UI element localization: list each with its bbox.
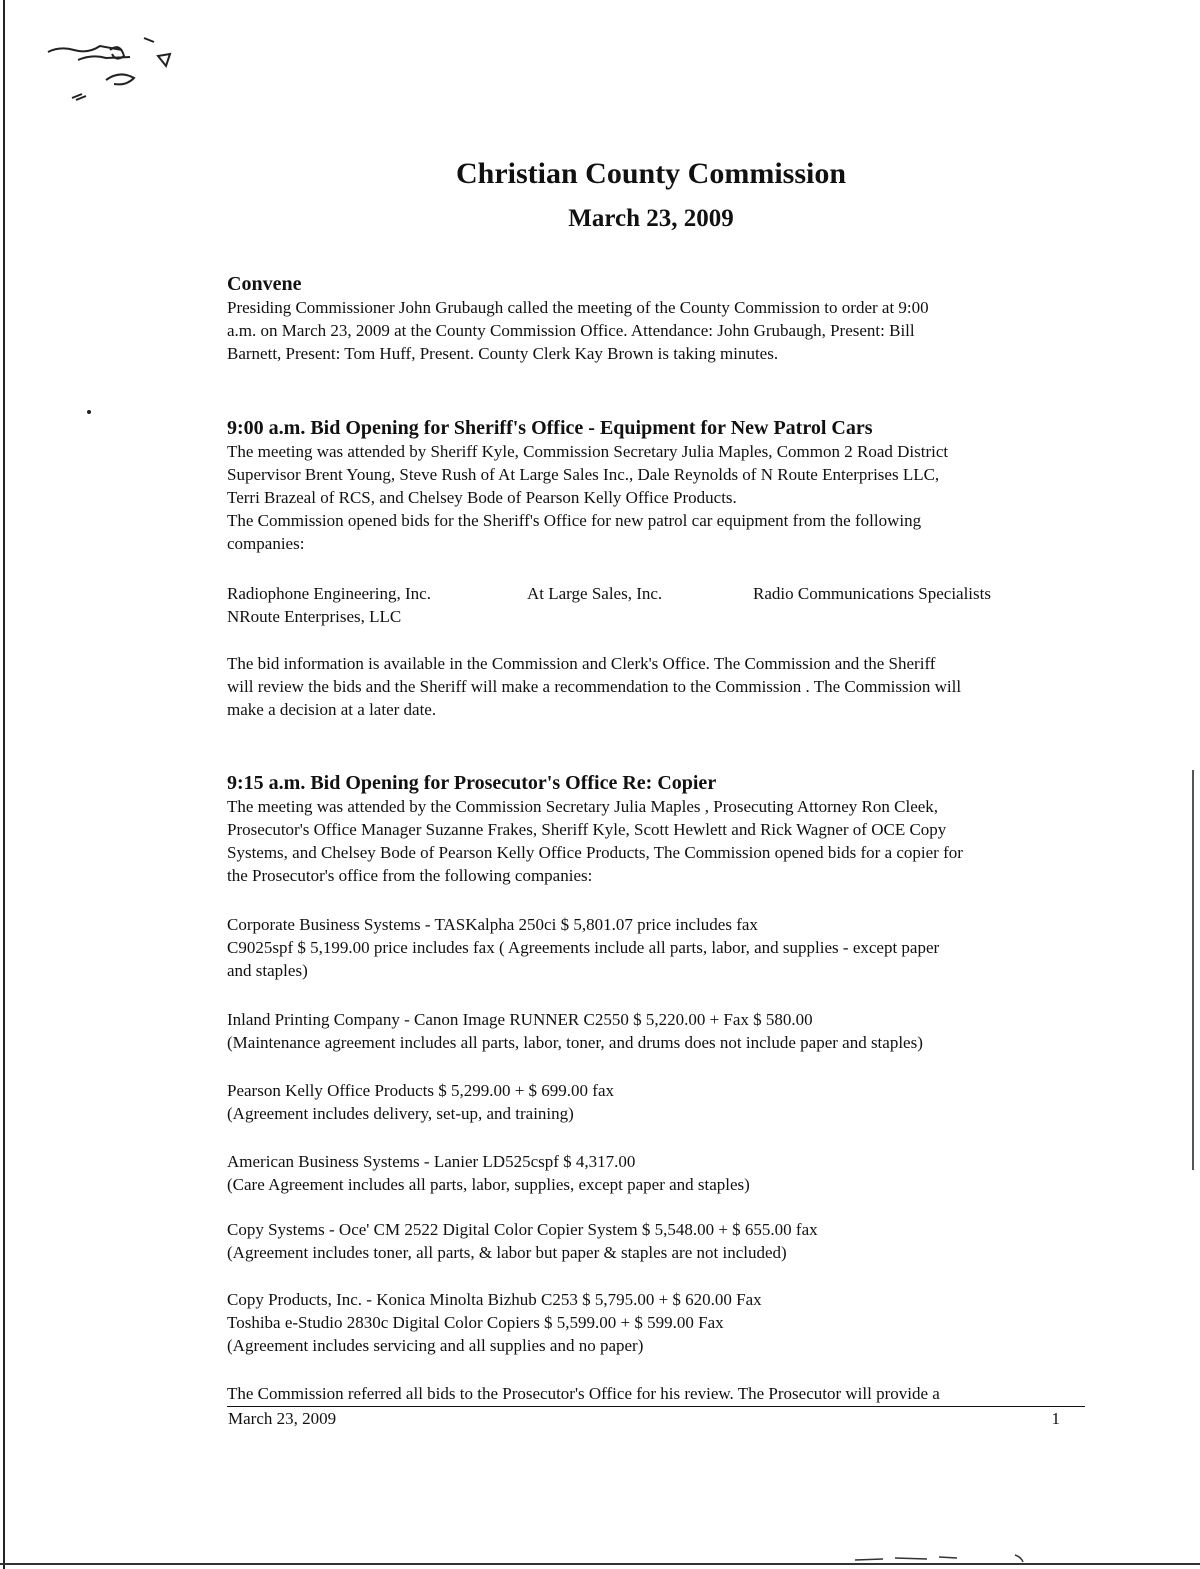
bid-line: (Maintenance agreement includes all parts, labor, toner, and drums does not include paper and staples) — [227, 1033, 923, 1052]
bid-entry — [227, 1150, 1087, 1196]
convene-line: Presiding Commissioner John Grubaugh called the meeting of the County Commission to order at 9:00 — [227, 298, 929, 317]
bid-line: Toshiba e-Studio 2830c Digital Color Copiers $ 5,599.00 + $ 599.00 Fax — [227, 1313, 724, 1332]
sheriff-bid-section — [227, 416, 1087, 555]
prosecutor-attendance-line: the Prosecutor's office from the following companies: — [227, 866, 593, 885]
sheriff-note-line: make a decision at a later date. — [227, 700, 437, 719]
company-name: Radiophone Engineering, Inc. — [227, 584, 431, 603]
convene-line: a.m. on March 23, 2009 at the County Commission Office. Attendance: John Grubaugh, Present: Bill — [227, 321, 915, 340]
sheriff-attendance-line: The Commission opened bids for the Sheriff's Office for new patrol car equipment from the following — [227, 511, 922, 530]
bid-entry — [227, 1218, 1087, 1264]
bid-line: Copy Products, Inc. - Konica Minolta Bizhub C253 $ 5,795.00 + $ 620.00 Fax — [227, 1290, 762, 1309]
page-edge-bottom — [0, 1563, 1200, 1565]
bid-line: (Agreement includes delivery, set-up, and training) — [227, 1104, 574, 1123]
document-title: Christian County Commission — [455, 157, 847, 190]
sheriff-attendance-line: Supervisor Brent Young, Steve Rush of At Large Sales Inc., Dale Reynolds of N Route Enterprises LLC, — [227, 465, 940, 484]
page-edge-left — [3, 0, 5, 1569]
bid-line: (Agreement includes toner, all parts, & labor but paper & staples are not included) — [227, 1243, 787, 1262]
company-name: NRoute Enterprises, LLC — [227, 607, 402, 626]
prosecutor-attendance-line: Prosecutor's Office Manager Suzanne Frakes, Sheriff Kyle, Scott Hewlett and Rick Wagner of OCE Copy — [227, 820, 947, 839]
bid-line: (Agreement includes servicing and all supplies and no paper) — [227, 1336, 644, 1355]
bid-line: Inland Printing Company - Canon Image RUNNER C2550 $ 5,220.00 + Fax $ 580.00 — [227, 1010, 813, 1029]
closing-paragraph — [227, 1382, 1087, 1405]
bid-line: and staples) — [227, 961, 308, 980]
sheriff-attendance-line: Terri Brazeal of RCS, and Chelsey Bode of Pearson Kelly Office Products. — [227, 488, 737, 507]
sheriff-note-line: will review the bids and the Sheriff will make a recommendation to the Commission . The Commission will — [227, 677, 962, 696]
company-name: Radio Communications Specialists — [753, 584, 991, 603]
stray-dot — [87, 410, 91, 414]
bid-line: Pearson Kelly Office Products $ 5,299.00 + $ 699.00 fax — [227, 1081, 614, 1100]
company-name: At Large Sales, Inc. — [527, 584, 663, 603]
bid-entry — [227, 1288, 1087, 1357]
bid-line: C9025spf $ 5,199.00 price includes fax ( Agreements include all parts, labor, and supplies - except paper — [227, 938, 940, 957]
document-date: March 23, 2009 — [568, 205, 734, 232]
bid-entry — [227, 1079, 1087, 1125]
sheriff-note — [227, 652, 1087, 721]
sheriff-bid-heading: 9:00 a.m. Bid Opening for Sheriff's Office - Equipment for New Patrol Cars — [227, 417, 873, 439]
sheriff-note-line: The bid information is available in the Commission and Clerk's Office. The Commission and the Sheriff — [227, 654, 936, 673]
convene-section — [227, 272, 1087, 365]
convene-line: Barnett, Present: Tom Huff, Present. County Clerk Kay Brown is taking minutes. — [227, 344, 779, 363]
bid-entry — [227, 913, 1087, 982]
prosecutor-attendance-line: The meeting was attended by the Commission Secretary Julia Maples , Prosecuting Attorney Ron Cleek, — [227, 797, 939, 816]
page-number: 1 — [1051, 1409, 1060, 1428]
sheriff-attendance-line: The meeting was attended by Sheriff Kyle, Commission Secretary Julia Maples, Common 2 Road District — [227, 442, 949, 461]
bid-line: Corporate Business Systems - TASKalpha 250ci $ 5,801.07 price includes fax — [227, 915, 758, 934]
bid-entry — [227, 1008, 1087, 1054]
bid-line: (Care Agreement includes all parts, labor, supplies, except paper and staples) — [227, 1175, 750, 1194]
closing-line: The Commission referred all bids to the Prosecutor's Office for his review. The Prosecutor will provide a — [227, 1384, 940, 1403]
prosecutor-bid-heading: 9:15 a.m. Bid Opening for Prosecutor's Office Re: Copier — [227, 772, 717, 794]
handwritten-scribble — [40, 30, 200, 110]
sheriff-companies — [227, 582, 1087, 628]
bid-line: American Business Systems - Lanier LD525cspf $ 4,317.00 — [227, 1152, 636, 1171]
sheriff-attendance-line: companies: — [227, 534, 305, 553]
convene-heading: Convene — [227, 273, 302, 295]
page-footer — [228, 1409, 1060, 1429]
bid-line: Copy Systems - Oce' CM 2522 Digital Color Copier System $ 5,548.00 + $ 655.00 fax — [227, 1220, 818, 1239]
prosecutor-attendance-line: Systems, and Chelsey Bode of Pearson Kelly Office Products, The Commission opened bids for a copier for — [227, 843, 963, 862]
page-edge-right — [1192, 770, 1194, 1170]
prosecutor-bid-section — [227, 771, 1087, 887]
bottom-marks — [855, 1553, 1025, 1563]
footer-rule — [227, 1406, 1085, 1407]
footer-date: March 23, 2009 — [228, 1409, 337, 1428]
